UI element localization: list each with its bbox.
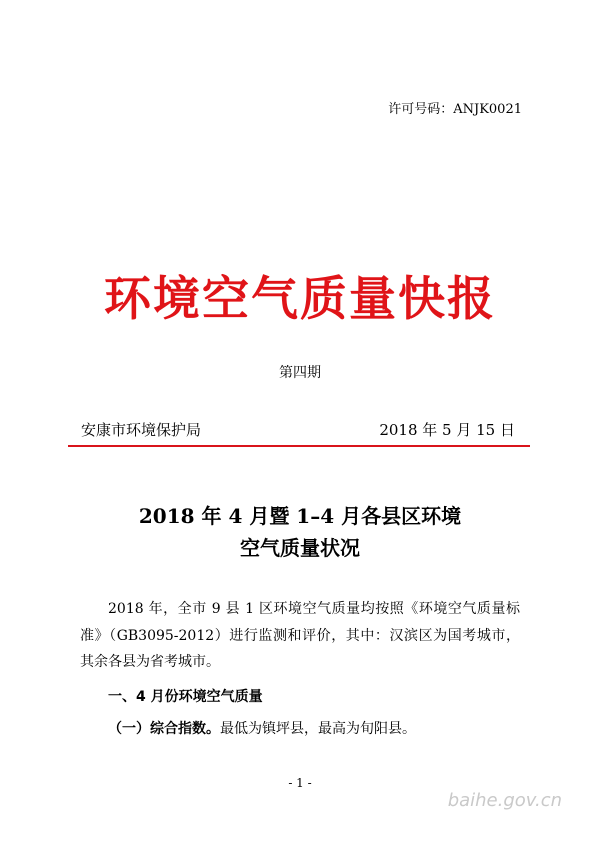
document-title-line-2: 空气质量状况 [240, 536, 360, 560]
red-divider [68, 445, 530, 447]
masthead-title: 环境空气质量快报 [104, 272, 496, 327]
document-title-line-1: 2018 年 4 月暨 1–4 月各县区环境 [138, 504, 462, 528]
issue-number: 第四期 [279, 365, 321, 381]
section-heading: 一、4 月份环境空气质量 [108, 689, 263, 705]
subsection-label: （一）综合指数。 [108, 721, 220, 737]
subsection-paragraph [108, 718, 416, 738]
license-number: 许可号码：ANJK0021 [388, 102, 522, 117]
publisher-date-row [81, 419, 515, 440]
page-number: - 1 - [288, 776, 312, 790]
publisher: 安康市环境保护局 [81, 421, 202, 439]
watermark: baihe.gov.cn [447, 790, 562, 811]
publish-date: 2018 年 5 月 15 日 [379, 421, 515, 439]
intro-paragraph: 2018 年，全市 9 县 1 区环境空气质量均按照《环境空气质量标准》（GB3095-2012）进行监测和评价，其中：汉滨区为国考城市，其余各县为省考城市。 [80, 601, 520, 670]
document-title [0, 500, 600, 564]
subsection-text: 最低为镇坪县，最高为旬阳县。 [220, 721, 416, 737]
